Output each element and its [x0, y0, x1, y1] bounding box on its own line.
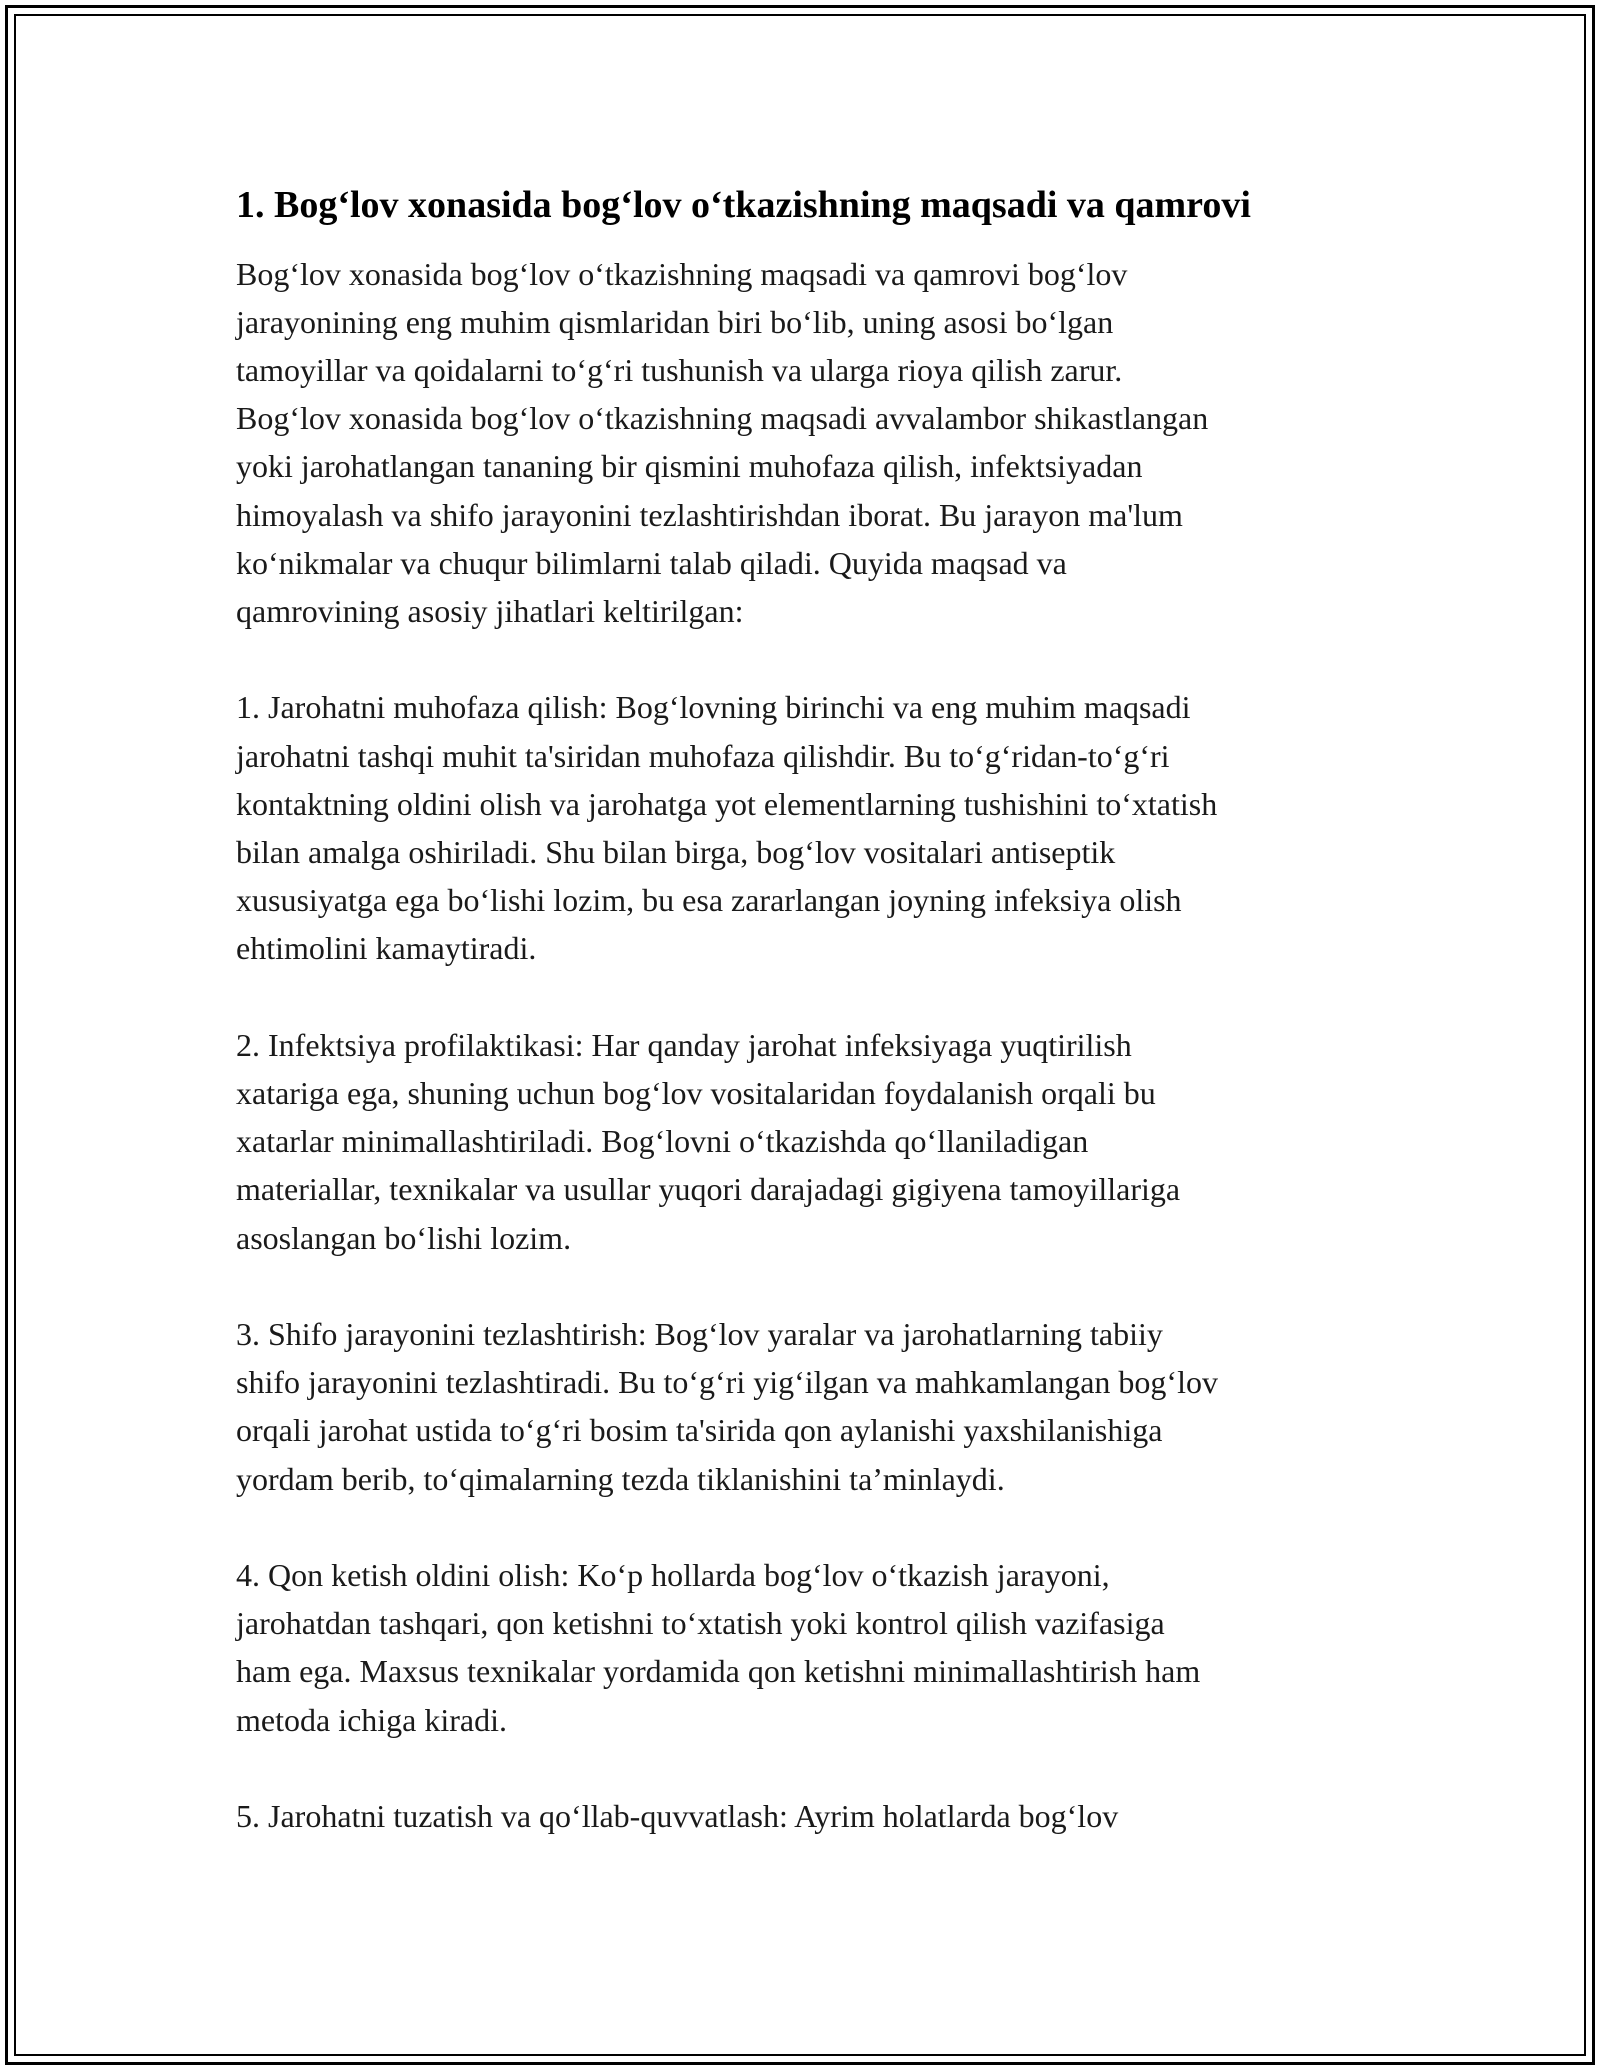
- list-item-bleeding-prevention: 4. Qon ketish oldini olish: Ko‘p hollarda bog‘lov o‘tkazish jarayoni, jarohatdan tashqari, qon ketishni to‘xtatish yoki kontrol qilish vazifasiga ham ega. Maxsus texnikalar yordamida qon ketishni minimallashtirish ham metoda ichiga kiradi.: [236, 1557, 1201, 1738]
- document-body: [236, 183, 1376, 1840]
- list-item-accelerate-healing: 3. Shifo jarayonini tezlashtirish: Bog‘lov yaralar va jarohatlarning tabiiy shifo jarayonini tezlashtiradi. Bu to‘g‘ri yig‘ilgan va mahkamlangan bog‘lov orqali jarohat ustida to‘g‘ri bosim ta'sirida qon aylanishi yaxshilanishiga yordam berib, to‘qimalarning tezda tiklanishini ta’minlaydi.: [236, 1316, 1218, 1497]
- list-item-wound-support: 5. Jarohatni tuzatish va qo‘llab-quvvatlash: Ayrim holatlarda bog‘lov: [236, 1798, 1119, 1835]
- intro-paragraph: Bog‘lov xonasida bog‘lov o‘tkazishning maqsadi va qamrovi bog‘lov jarayonining eng muhim qismlaridan biri bo‘lib, uning asosi bo‘lgan tamoyillar va qoidalarni to‘g‘ri tushunish va ularga rioya qilish zarur. Bog‘lov xonasida bog‘lov o‘tkazishning maqsadi avvalambor shikastlangan yoki jarohatlangan tananing bir qismini muhofaza qilish, infektsiyadan himoyalash va shifo jarayonini tezlashtirishdan iborat. Bu jarayon ma'lum ko‘nikmalar va chuqur bilimlarni talab qiladi. Quyida maqsad va qamrovining asosiy jihatlari keltirilgan:: [236, 255, 1209, 630]
- list-item-protect-wound: 1. Jarohatni muhofaza qilish: Bog‘lovning birinchi va eng muhim maqsadi jarohatni tashqi muhit ta'siridan muhofaza qilishdir. Bu to‘g‘ridan-to‘g‘ri kontaktning oldini olish va jarohatga yot elementlarning tushishini to‘xtatish bilan amalga oshiriladi. Shu bilan birga, bog‘lov vositalari antiseptik xususiyatga ega bo‘lishi lozim, bu esa zararlangan joyning infeksiya olish ehtimolini kamaytiradi.: [236, 689, 1218, 967]
- list-item-infection-prevention: 2. Infektsiya profilaktikasi: Har qanday jarohat infeksiyaga yuqtirilish xatariga ega, shuning uchun bog‘lov vositalaridan foydalanish orqali bu xatarlar minimallashtiriladi. Bog‘lovni o‘tkazishda qo‘llaniladigan materiallar, texnikalar va usullar yuqori darajadagi gigiyena tamoyillariga asoslangan bo‘lishi lozim.: [236, 1026, 1181, 1256]
- section-heading: 1. Bog‘lov xonasida bog‘lov o‘tkazishning maqsadi va qamrovi: [236, 184, 1251, 226]
